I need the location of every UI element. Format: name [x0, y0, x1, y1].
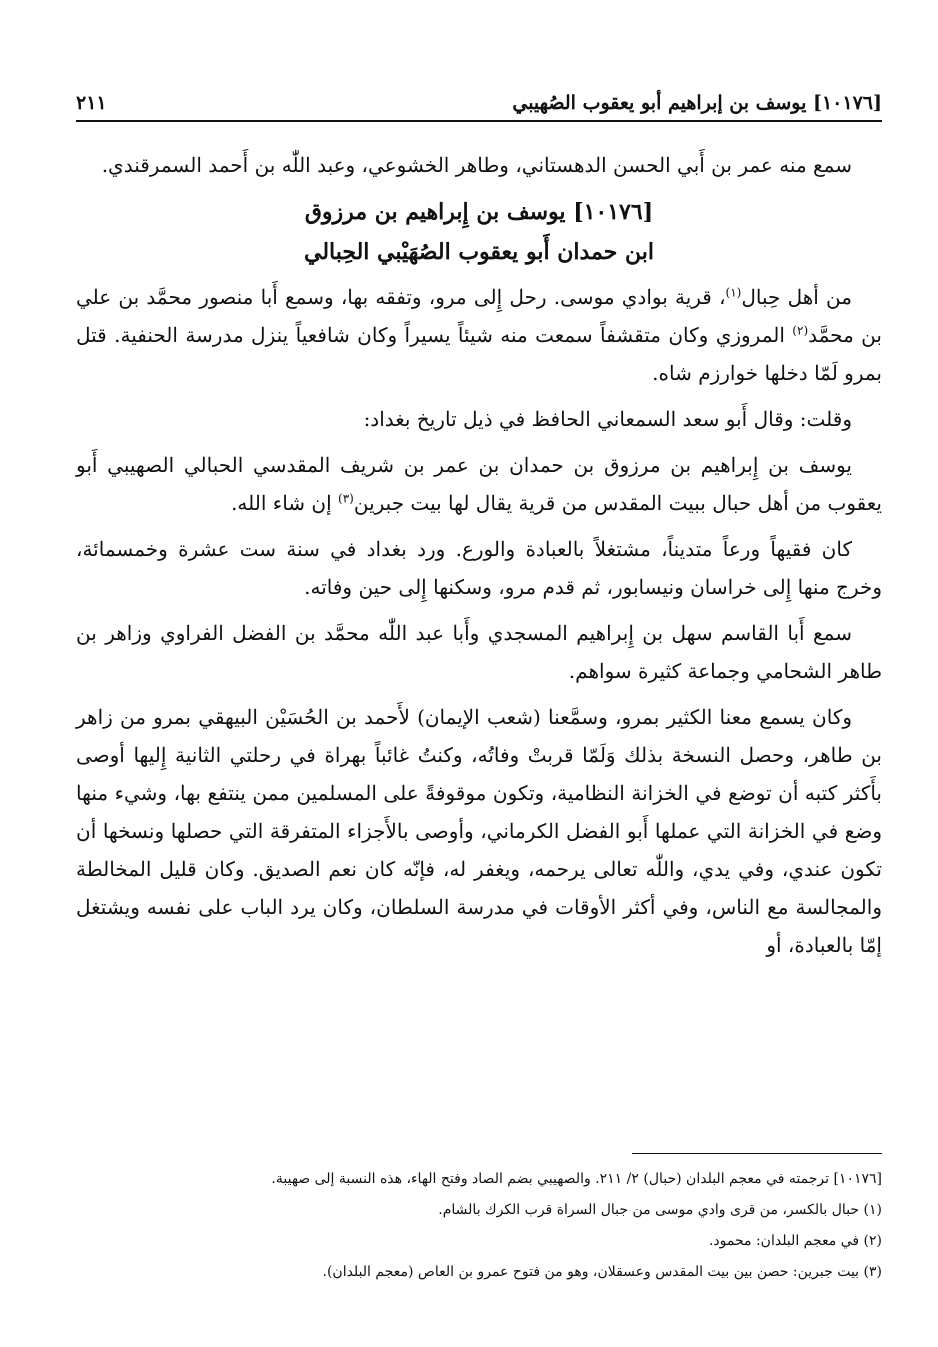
entry-heading-line-1: [١٠١٧٦] يوسف بن إِبراهيم بن مرزوق: [304, 199, 654, 225]
paragraph-4: كان فقيهاً ورعاً متديناً، مشتغلاً بالعبادة والورع. ورد بغداد في سنة ست عشرة وخمسمائة، وخرج منها إِلى خراسان ونيسابور، ثم قدم مرو، وسكنها إِلى حين وفاته.: [76, 537, 882, 599]
footnote-ref-2: (٢): [792, 323, 809, 338]
footnote-ref-1: (١): [725, 285, 742, 300]
footnote-3: (٣) بيت جبرين: حصن بين بيت المقدس وعسقلان، وهو من فتوح عمرو بن العاص (معجم البلدان).: [322, 1264, 882, 1280]
main-text: [76, 146, 882, 972]
page-number: ٢١١: [76, 92, 107, 114]
entry-heading: [76, 192, 882, 272]
paragraph-2: وقلت: وقال أَبو سعد السمعاني الحافظ في ذيل تاريخ بغداد:: [363, 407, 852, 431]
header-rule: [76, 120, 882, 122]
entry-heading-line-2: ابن حمدان أَبو يعقوب الصُهَيْبي الحِبالي: [303, 239, 654, 265]
footnotes: [76, 1164, 882, 1288]
paragraph-1-text-b: ، قرية بوادي موسى. رحل إِلى مرو، وتفقه بها، وسمع أَبا منصور محمَّد بن علي بن محمَّد: [76, 285, 882, 347]
footnote-2: (٢) في معجم البلدان: محمود.: [708, 1233, 882, 1249]
footnote-rule: [632, 1153, 882, 1154]
footnote-entry: [١٠١٧٦] ترجمته في معجم البلدان (حبال) ٢/ ٢١١. والصهيبي بضم الصاد وفتح الهاء، هذه النسبة إلى صهيبة.: [271, 1171, 882, 1187]
paragraph-6: وكان يسمع معنا الكثير بمرو، وسمَّعنا (شعب الإيمان) لأَحمد بن الحُسَيْن البيهقي بمرو من زاهر بن طاهر، وحصل النسخة بذلك وَلَمّا قربتْ وفاتُه، وكنتُ غائباً بهراة في رحلتي الثانية إِليها أوصى بأَكثر كتبه أن توضع في الخزانة النظامية، وتكون موقوفةً على المسلمين ممن ينتفع بها، وشيء منها وضع في الخزانة التي عملها أَبو الفضل الكرماني، وأوصى بالأَجزاء المتفرقة التي حصلها ونسخها أن تكون عندي، وفي يدي، واللّٰه تعالى يرحمه، ويغفر له، فإنّه كان نعم الصديق. وكان قليل المخالطة والمجالسة مع الناس، وفي أكثر الأوقات في مدرسة السلطان، وكان يرد الباب على نفسه ويشتغل إمّا بالعبادة، أو: [76, 705, 882, 957]
paragraph-3-text-b: إن شاء الله.: [231, 491, 339, 515]
paragraph-1-text-a: من أهل حِبال: [741, 285, 852, 309]
paragraph-1-text-c: المروزي وكان متقشفاً سمعت منه شيئاً يسيراً وكان شافعياً ينزل مدرسة الحنفية. قتل بمرو لَمّا دخلها خوارزم شاه.: [76, 323, 882, 385]
intro-paragraph: سمع منه عمر بن أَبي الحسن الدهستاني، وطاهر الخشوعي، وعبد اللّٰه بن أَحمد السمرقندي.: [101, 153, 852, 177]
footnote-1: (١) حبال بالكسر، من قرى وادي موسى من جبال السراة قرب الكرك بالشام.: [438, 1202, 882, 1218]
running-header: [76, 82, 882, 114]
paragraph-1: [76, 278, 882, 392]
footnote-ref-3: (٣): [338, 491, 354, 506]
paragraph-3-text-a: يوسف بن إِبراهيم بن مرزوق بن حمدان بن عمر بن شريف المقدسي الحبالي الصهيبي أَبو يعقوب من أهل حبال ببيت المقدس من قرية يقال لها بيت جبرين: [76, 453, 882, 515]
paragraph-3: [76, 446, 882, 522]
book-page: [76, 64, 882, 1304]
paragraph-5: سمع أَبا القاسم سهل بن إِبراهيم المسجدي وأَبا عبد اللّٰه محمَّد بن الفضل الفراوي وزاهر بن طاهر الشحامي وجماعة كثيرة سواهم.: [76, 621, 882, 683]
running-title: [١٠١٧٦] يوسف بن إبراهيم أبو يعقوب الصُهيبي: [512, 92, 882, 114]
